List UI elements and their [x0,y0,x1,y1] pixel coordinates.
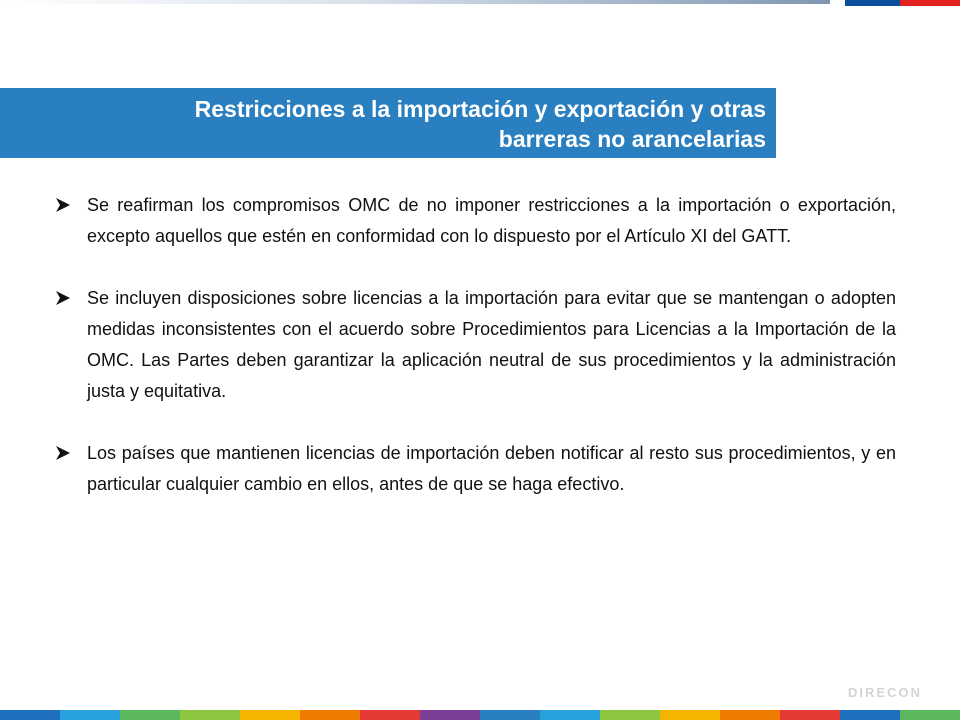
slide-title-line-2: barreras no arancelarias [498,126,766,152]
arrowhead-bullet-icon [55,197,71,213]
color-strip-segment [780,710,840,720]
bottom-color-strip [0,710,960,720]
bullet-item [55,283,896,407]
flag-red-bar [900,0,960,6]
color-strip-segment [900,710,960,720]
slide-title-banner [0,88,776,158]
color-strip-segment [0,710,60,720]
color-strip-segment [660,710,720,720]
color-strip-segment [720,710,780,720]
bullet-text: Los países que mantienen licencias de importación deben notificar al resto sus procedimientos, y en particular cualquier cambio en ellos, antes de que se haga efectivo. [87,443,896,494]
bullet-list [55,190,896,531]
color-strip-segment [600,710,660,720]
color-strip-segment [300,710,360,720]
color-strip-segment [420,710,480,720]
color-strip-segment [120,710,180,720]
color-strip-segment [240,710,300,720]
color-strip-segment [180,710,240,720]
flag-blue-bar [845,0,900,6]
color-strip-segment [480,710,540,720]
bullet-text: Se reafirman los compromisos OMC de no imponer restricciones a la importación o exportación, excepto aquellos que estén en conformidad con lo dispuesto por el Artículo XI del GATT. [87,195,896,246]
bullet-item [55,190,896,252]
arrowhead-bullet-icon [55,445,71,461]
top-decorative-line [0,0,830,4]
bullet-item [55,438,896,500]
direcon-logo: DIRECON [848,685,922,700]
color-strip-segment [540,710,600,720]
color-strip-segment [840,710,900,720]
color-strip-segment [360,710,420,720]
color-strip-segment [60,710,120,720]
bullet-text: Se incluyen disposiciones sobre licencias a la importación para evitar que se mantengan o adopten medidas inconsistentes con el acuerdo sobre Procedimientos para Licencias a la Importación de la OMC. Las Partes deben garantizar la aplicación neutral de sus procedimientos y la administración justa y equitativa. [87,288,896,401]
slide-title-line-1: Restricciones a la importación y exportación y otras [194,96,766,122]
arrowhead-bullet-icon [55,290,71,306]
